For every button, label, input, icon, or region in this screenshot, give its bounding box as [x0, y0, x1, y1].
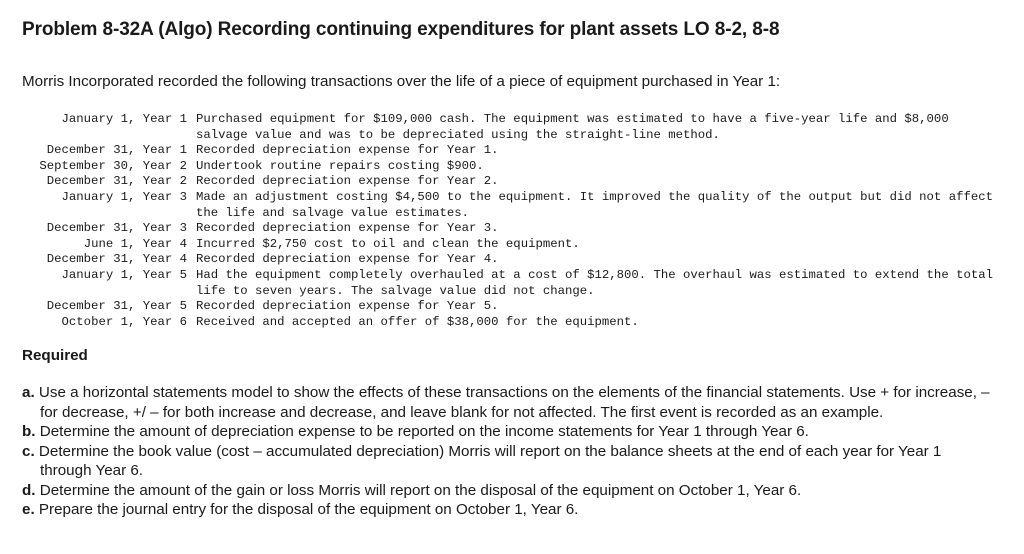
transaction-description: Purchased equipment for $109,000 cash. The equipment was estimated to have a five-year life and $8,000 salvage value and was to be depreciated using the straight-line method. — [196, 112, 949, 142]
transaction-row — [22, 237, 996, 253]
required-item — [22, 422, 997, 442]
intro-text: Morris Incorporated recorded the following transactions over the life of a piece of equipment purchased in Year 1: — [22, 73, 781, 90]
transaction-description: Recorded depreciation expense for Year 5. — [196, 299, 499, 314]
transaction-date: June 1, Year 4 — [83, 236, 187, 251]
transaction-date: December 31, Year 5 — [46, 299, 187, 314]
required-item-letter: e. — [22, 501, 35, 518]
transaction-description: Recorded depreciation expense for Year 1. — [196, 143, 499, 158]
required-item — [22, 383, 997, 422]
required-item-text: Determine the amount of the gain or loss Morris will report on the disposal of the equipment on October 1, Year 6. — [39, 481, 802, 499]
transaction-date: December 31, Year 1 — [46, 143, 187, 158]
transaction-row — [22, 315, 996, 331]
transaction-date: December 31, Year 3 — [46, 221, 187, 236]
transaction-row — [22, 112, 996, 143]
transaction-date: January 1, Year 1 — [61, 112, 187, 126]
required-item — [22, 500, 997, 520]
transaction-date: October 1, Year 6 — [61, 314, 187, 329]
transaction-row — [22, 159, 996, 175]
transaction-row — [22, 299, 996, 315]
transaction-date: December 31, Year 4 — [46, 252, 187, 267]
transaction-row — [22, 190, 996, 221]
required-item-text: Use a horizontal statements model to show the effects of these transactions on the elements of the financial statements. Use + for increase, – for decrease, +/ – for both increase and decrease, and leave blank for not affected. The first event is recorded as an example. — [38, 384, 990, 421]
transaction-description: Undertook routine repairs costing $900. — [196, 158, 484, 173]
required-item-text: Prepare the journal entry for the disposal of the equipment on October 1, Year 6. — [38, 501, 579, 518]
transaction-description: Recorded depreciation expense for Year 4. — [196, 252, 499, 267]
transaction-description: Received and accepted an offer of $38,000 for the equipment. — [196, 314, 639, 329]
transaction-description: Incurred $2,750 cost to oil and clean the equipment. — [196, 236, 580, 251]
required-list — [22, 383, 997, 520]
transaction-row — [22, 143, 996, 159]
required-item-letter: b. — [22, 423, 36, 440]
transactions-body — [22, 112, 996, 330]
transaction-row — [22, 252, 996, 268]
required-item-letter: c. — [22, 442, 35, 460]
transaction-date: January 1, Year 5 — [61, 267, 187, 282]
problem-title: Problem 8-32A (Algo) Recording continuing expenditures for plant assets LO 8-2, 8-8 — [22, 19, 780, 40]
transaction-description: Recorded depreciation expense for Year 2. — [196, 174, 499, 189]
transaction-description: Had the equipment completely overhauled at a cost of $12,800. The overhaul was estimated to extend the total life to seven years. The salvage value did not change. — [196, 267, 993, 298]
transaction-description: Recorded depreciation expense for Year 3. — [196, 221, 499, 236]
required-item-text: Determine the book value (cost – accumulated depreciation) Morris will report on the balance sheets at the end of each year for Year 1 through Year 6. — [38, 442, 942, 479]
transaction-description: Made an adjustment costing $4,500 to the equipment. It improved the quality of the output but did not affect the life and salvage value estimates. — [196, 189, 993, 220]
transaction-row — [22, 221, 996, 237]
required-item-letter: a. — [22, 384, 35, 401]
transaction-row — [22, 174, 996, 190]
transaction-date: January 1, Year 3 — [61, 189, 187, 204]
required-item-text: Determine the amount of depreciation expense to be reported on the income statements for Year 1 through Year 6. — [39, 423, 809, 440]
required-item — [22, 481, 997, 501]
transactions-table — [22, 112, 996, 330]
required-item — [22, 442, 997, 481]
required-item-letter: d. — [22, 481, 36, 499]
transaction-row — [22, 268, 996, 299]
required-heading: Required — [22, 347, 88, 364]
transaction-date: December 31, Year 2 — [46, 174, 187, 189]
transaction-date: September 30, Year 2 — [39, 158, 187, 173]
